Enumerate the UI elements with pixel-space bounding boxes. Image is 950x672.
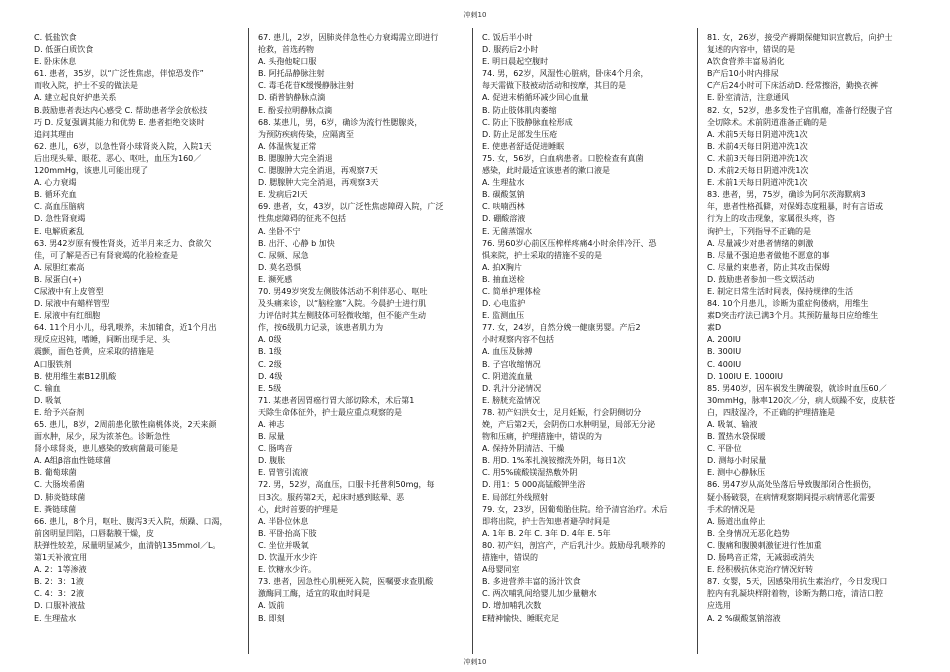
text-line: A. 神志 [258,420,285,429]
text-line: A. 体温恢复正常 [258,141,317,151]
text-line: D. 肠鸣音正常，无减弱或消失 [707,553,815,563]
text-line: A. 头孢他啶口服 [258,57,317,67]
text-line: 面水肿，尿少，尿为浓茶色。诊断急性 [34,432,170,442]
text-line: D. 肺炎链球菌 [34,492,86,502]
text-line: C. 大肠埃希菌 [34,480,85,490]
text-line: C. 腹痛和腹膜刺激征进行性加重 [707,540,822,550]
text-line: C. 尿频、尿急 [258,250,309,260]
text-line: B. 全身情况无恶化趋势 [707,528,790,538]
text-line: A饮食营养丰富易消化 [707,57,785,67]
text-line: B. 出汗、心静 b 加快 [258,238,335,248]
text-line: B. 300IU [707,347,742,357]
text-line: E. 监测血压 [482,311,525,321]
text-line: D. 饮温开水少许 [258,553,318,563]
text-line: 71. 某患者因胃癌行胃大部切除术，术后第1 [258,395,415,405]
text-line: C. 400IU [707,359,742,369]
text-line: D. 吸氧 [34,395,62,405]
text-line: B. 防止肢体肌肉萎缩 [482,105,557,115]
text-line: 复述的内容中，错误的是 [707,45,795,55]
text-line: 而收入院，护士不妥的做法是 [34,81,138,91]
text-line: 78. 初产妇洪女士，足月妊娠，行会阴侧切分 [482,407,642,417]
column-divider [248,28,249,654]
text-line: 81. 女，26岁，接受产褥期保健知识宣教后，向护士 [707,33,893,42]
text-line: 天除生命体征外，护士最应重点观察的是 [258,407,402,417]
text-line: 素D突击疗法已满3个月。其预防量每日应给维生 [707,311,879,321]
text-line: 小时观察内容不包括 [482,335,554,345]
text-line: 肾小球肾炎，患儿感染的致病菌最可能是 [34,444,178,454]
text-line: A. 血压及脉搏 [482,347,533,357]
text-line: B. 置热水袋保暖 [707,432,766,442]
text-line: D. 腮腺肿大完全消退，再观察3天 [258,178,379,188]
text-line: 83. 患者，男，75岁，确诊为阿尔茨海默病3 [707,190,866,200]
text-line: 日3次。服药第2天，起床时感到眩晕、恶 [258,492,405,502]
column-divider [472,28,473,654]
text-line: E. 卧床休息 [34,57,77,67]
text-line: C. 阴道流血量 [482,371,533,381]
text-line: B. 2：3：1液 [34,577,84,587]
text-line: D. 增加哺乳次数 [482,601,542,611]
text-line: D. 低蛋白质饮食 [34,45,94,55]
text-line: 感染，此时最适宜该患者的漱口液是 [482,166,610,176]
text-line: B. 术前4天每日阴道冲洗1次 [707,141,808,151]
text-line: C. 尽量约束患者，防止其攻击保姆 [707,262,830,272]
text-line: E. 术前1天每日阴道冲洗1次 [707,178,808,188]
text-line: B. 葡萄球菌 [34,468,77,478]
text-line: 76. 男60岁心前区压榨样疼痛4小时余伴冷汗、恐 [482,238,657,248]
text-line: 69. 患者，女，43岁，以广泛性焦虑障碍入院，广泛 [258,202,444,212]
text-line: D. 腹胀 [258,456,286,466]
text-line: A. 坐卧不宁 [258,226,301,236]
text-line: B产后10小时内排尿 [707,69,779,79]
text-line: 全切除术。术前阴道准备正确的是 [707,117,827,127]
text-line: A. 生理盐水 [482,178,525,188]
text-line: C. 2级 [258,359,282,369]
text-line: A. 2 %碳酸氢钠溶液 [707,613,781,623]
text-line: B. 尿量 [258,432,285,442]
text-line: 前囟明显凹陷，口唇黏膜干燥，皮 [34,528,154,538]
text-line: E. 饮糖水少许。 [258,565,317,575]
text-line: 年，患者性格孤僻，对保姆态度粗暴，时有言语或 [707,202,883,212]
text-line: C. 低盐饮食 [34,33,77,42]
text-line: B. 用D. 1%苯扎溴铵擦洗外阴，每日1次 [482,456,626,466]
text-line: E. 明日晨起空腹时 [482,57,549,67]
text-line: D. 乳汁分泌情况 [482,383,542,393]
text-line: C. 肠鸣音 [258,444,293,454]
text-line: D. 心电监护 [482,299,526,309]
text-line: E. 酚妥拉明静脉点滴 [258,105,333,115]
text-line: 66. 患儿，8个月，呕吐、腹泻3天入院，烦躁、口渴， [34,516,228,526]
text-line: 疑小肠破裂，在病情观察期间提示病情恶化需要 [707,492,875,502]
text-line: E. 尿液中有红细胞 [34,311,101,321]
text-line: 85. 男40岁，因车祸发生脾破裂，就诊时血压60／ [707,383,887,393]
text-line: E. 电解质紊乱 [34,226,85,236]
text-line: E. 发病后2l天 [258,190,308,200]
text-line: 激酶同工酶，适宜的取血时间是 [258,589,370,599]
text-line: 腔内有乳凝块样附着物，诊断为鹅口疮，清洁口腔 [707,589,883,599]
text-line: D. 100IU E. 1000IU [707,371,783,381]
page-header: 冲刺10 [463,11,487,19]
text-line: C. 输血 [34,383,61,393]
text-line: B.鼓励患者表达内心感受 C. 帮助患者学会放松技 [34,105,208,115]
text-line: E. 粪链球菌 [34,504,77,514]
text-line: E. 膀胱充盈情况 [482,395,541,405]
text-line: C. 腮腺肿大完全消退，再观察7天 [258,166,378,176]
text-line: C. 高血压脑病 [34,202,85,212]
text-line: C. 坐位并吸氧 [258,540,309,550]
text-column-4 [707,32,921,625]
text-line: 震颤，面色苍黄，应采取的措施是 [34,347,154,357]
text-line: C. 饭后半小时 [482,33,533,42]
text-line: C. 简单护理体检 [482,286,541,296]
text-line: D. 4级 [258,371,283,381]
text-line: 行为上的攻击现象，家属很头疼，咨 [707,214,835,224]
text-line: A. 1年 B. 2年 C. 3年 D. 4年 E. 5年 [482,528,611,538]
text-column-3 [482,32,696,625]
text-line: 63. 男42岁原有慢性肾炎，近半月来乏力、食欲欠 [34,238,212,248]
text-line: A. 0级 [258,335,282,345]
text-line: E. 测中心静脉压 [707,468,766,478]
text-line: B. 循环充血 [34,190,77,200]
text-line: E. 经积极抗休克治疗情况好转 [707,565,814,575]
text-line: D. 莫名恐惧 [258,262,302,272]
text-line: 询护士，下列指导不正确的是 [707,226,811,236]
text-line: B. 阿托品静脉注射 [258,69,325,79]
text-line: 79. 女，23岁，因葡萄胎住院。给予清宫治疗。术后 [482,504,668,514]
text-line: 措施中，错误的 [482,553,538,563]
text-line: A. 2：1等渗液 [34,565,87,575]
text-line: 84. 10个月患儿，诊断为重症佝偻病，用维生 [707,299,869,309]
text-line: C. 用5%硫酸镁湿热敷外阴 [482,468,578,478]
text-line: A. 心力衰竭 [34,178,77,188]
text-line: 75. 女，56岁，白血病患者。口腔检查有真菌 [482,153,644,163]
text-line: A. 术前5天每日阴道冲洗1次 [707,129,808,139]
text-line: 力评估时其左侧肢体可轻微收缩，但不能产生动 [258,311,426,321]
text-line: 77. 女，24岁，自然分娩一健康男婴。产后2 [482,323,641,333]
text-column-2 [258,32,472,625]
text-line: 86. 男47岁从高处坠落后导致腹部闭合性损伤， [707,480,877,490]
column-divider [697,28,698,654]
text-line: E. 卧室清洁，注意通风 [707,93,790,103]
text-line: 73. 患者，因急性心肌梗死入院，医嘱要求查肌酸 [258,577,434,587]
text-line: 70. 男49岁突发左侧肢体活动不利伴恶心、呕吐 [258,286,428,296]
text-line: 及头痛来诊，以“脑栓塞”入院。今晨护士进行肌 [258,299,427,309]
text-line: E. 制定日常生活时间表，保持规律的生活 [707,286,854,296]
text-line: 娩，产后第2天，会阴伤口水肿明显，局部无分泌 [482,420,656,429]
text-line: A. 肠道出血停止 [707,516,766,526]
text-line: B. 1级 [258,347,282,357]
text-line: C. 平卧位 [707,444,742,454]
text-line: A. 吸氧、输液 [707,420,758,429]
text-line: A. 促进末梢循环减少回心血量 [482,93,589,103]
text-line: 追问其理由 [34,129,74,139]
text-line: E精神愉快、睡眠充足 [482,613,560,623]
text-line: 巧 D. 反复强调其能力和优势 E. 患者拒绝交谈时 [34,117,205,127]
text-line: 62. 患儿，6岁，以急性肾小球肾炎入院，入院1天 [34,141,212,151]
text-line: 佳，可了解是否已有肾衰竭的化验检查是 [34,250,178,260]
text-line: 74. 男，62岁，风湿性心脏病，卧床4个月余， [482,69,649,79]
text-line: D. 硝普钠静脉点滴 [258,93,326,103]
text-line: 64. 11个月小儿，母乳喂养，未加辅食，近1个月出 [34,323,217,333]
text-line: D. 急性肾衰竭 [34,214,86,224]
text-line: 为预防疾病传染，应隔离至 [258,129,354,139]
text-line: C. 毒毛花苷K缓慢静脉注射 [258,81,354,91]
text-line: D. 尿液中有蜡样管型 [34,299,110,309]
text-line: E. 生理盐水 [34,613,77,623]
text-line: A. 建立起良好护患关系 [34,93,117,103]
text-line: D. 用1：5 000高锰酸钾坐浴 [482,480,586,490]
text-line: 65. 患儿，8岁，2周前患化脓性扁桃体炎，2天来颜 [34,420,217,429]
text-line: D. 术前2天每日阴道冲洗1次 [707,166,809,176]
text-line: B. 抽血送检 [482,274,525,284]
text-line: 性焦虑障碍的征兆不包括 [258,214,346,224]
text-line: E. 使患者舒适促进睡眠 [482,141,565,151]
text-line: 白，四肢湿冷，不正确的护理措施是 [707,407,835,417]
text-line: D. 防止足部发生压疮 [482,129,558,139]
text-line: E. 局部红外线照射 [482,492,549,502]
text-line: C. 呋喃西林 [482,202,525,212]
text-line: 82. 女，52岁，患多发性子宫肌瘤，准备行经腹子宫 [707,105,893,115]
text-line: A. 尿胆红素高 [34,262,85,272]
text-line: 作，按6级肌力记录，该患者肌力为 [258,323,384,333]
text-line: A. 200IU [707,335,741,345]
text-line: 67. 患儿，2岁，因肺炎伴急性心力衰竭需立即进行 [258,33,439,42]
text-line: 后出现头晕、眼花、恶心、呕吐，血压为160／ [34,153,202,163]
text-line: D. 测每小时尿量 [707,456,767,466]
text-line: 30mmHg，脉率120次／分，病人烦躁不安，皮肤苍 [707,395,896,405]
text-line: A口服铁剂 [34,359,72,369]
text-line: 应选用 [707,601,731,611]
text-line: A. 保持外阴清洁、干燥 [482,444,565,454]
text-line: A. 尽量减少对患者情绪的刺激 [707,238,814,248]
text-line: E. 5级 [258,383,282,393]
text-line: A. 拍X胸片 [482,262,522,272]
text-line: 物和压痛，护理措施中，错误的为 [482,432,602,442]
text-line: B. 腮腺肿大完全消退 [258,153,333,163]
text-line: 抢救，首选药物 [258,45,314,55]
text-line: C. 两次哺乳间给婴儿加少量糖水 [482,589,597,599]
text-line: B. 尿蛋白(+) [34,274,82,284]
text-line: B. 子宫收缩情况 [482,359,541,369]
page-footer: 冲刺10 [463,658,487,666]
text-line: E. 给予兴奋剂 [34,407,85,417]
text-line: D. 鼓励患者参加一些文娱活动 [707,274,815,284]
text-line: 68. 某患儿，男，6岁，确诊为流行性腮腺炎， [258,117,423,127]
text-line: 80. 初产妇，剖宫产，产后乳汁少。鼓励母乳喂养的 [482,540,666,550]
text-line: C. 术前3天每日阴道冲洗1次 [707,153,808,163]
text-line: 120mmHg，该患儿可能出现了 [34,166,148,176]
text-line: 87. 女婴，5天，因感染用抗生素治疗，今日发现口 [707,577,888,587]
text-line: A. 饭前 [258,601,285,611]
text-line: 惧来院，护士采取的措施不妥的是 [482,250,602,260]
text-line: E. 胃管引流液 [258,468,309,478]
text-line: 即将出院，护士告知患者避孕时间是 [482,516,610,526]
text-line: E. 濒死感 [258,274,293,284]
text-line: E. 无菌蒸馏水 [482,226,533,236]
text-line: B. 平卧抬高下肢 [258,528,317,538]
text-line: 现反应迟钝，嗜睡，间断出现手足、头 [34,335,170,345]
text-line: 手术的情况是 [707,504,755,514]
text-column-1 [34,32,248,625]
text-line: C尿液中有上皮管型 [34,286,104,296]
text-line: 素D [707,323,722,333]
text-line: A. A组β溶血性链球菌 [34,456,111,466]
text-line: 72. 男，52岁，高血压，口服卡托普利50mg，每 [258,480,435,490]
text-line: D. 硼酸溶液 [482,214,526,224]
text-line: B. 使用维生素B12肌酸 [34,371,117,381]
text-line: C产后24小时可下床活动D. 经常擦浴，勤换衣裤 [707,81,879,91]
text-line: C. 防止下肢静脉血栓形成 [482,117,573,127]
text-line: D. 口服补液盐 [34,601,86,611]
text-line: B. 即刻 [258,613,285,623]
text-line: 肤弹性较差，尿量明显减少，血清钠135mmol／L。 [34,540,221,550]
text-line: 第1天补液宜用 [34,553,88,563]
text-line: B. 多进营养丰富的汤汁饮食 [482,577,581,587]
text-line: B. 尽量不强迫患者做他不愿意的事 [707,250,830,260]
text-line: C. 4：3：2液 [34,589,84,599]
text-line: D. 服药后2小时 [482,45,539,55]
text-line: B. 碳酸氢钠 [482,190,525,200]
text-line: 61. 患者，35岁，以“广泛性焦虑，伴惊恐发作” [34,69,204,79]
text-line: A. 半卧位休息 [258,516,309,526]
text-line: 每天需做下肢被动活动和按摩，其目的是 [482,81,626,91]
text-line: 心，此时首要的护理是 [258,504,338,514]
text-line: A母婴同室 [482,565,520,575]
